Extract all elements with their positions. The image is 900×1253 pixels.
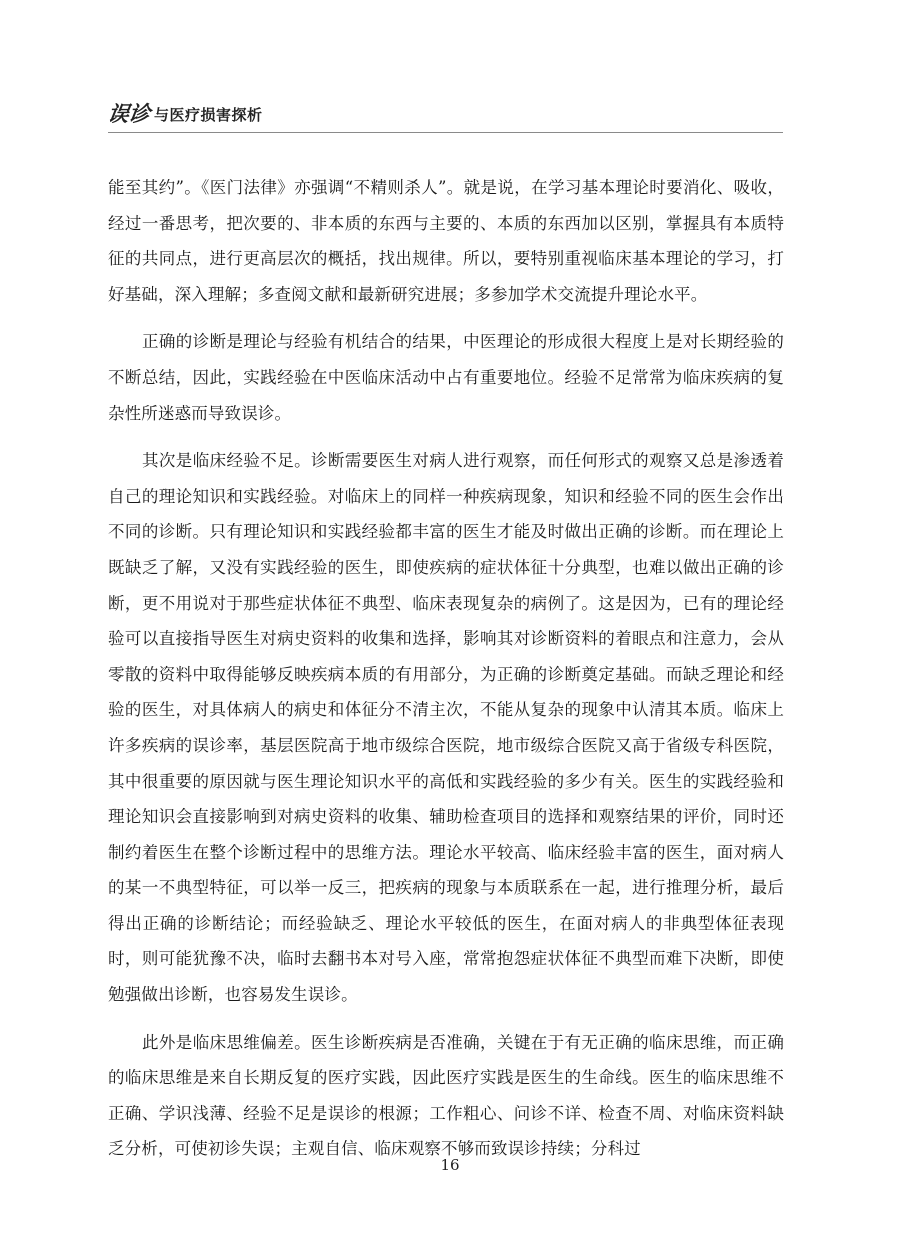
paragraph: 正确的诊断是理论与经验有机结合的结果，中医理论的形成很大程度上是对长期经验的不断总结，因此，实践经验在中医临床活动中占有重要地位。经验不足常常为临床疾病的复杂性所迷惑而导致误诊。 — [108, 332, 784, 423]
page-number: 16 — [440, 1156, 460, 1174]
paragraph: 能至其约”。《医门法律》亦强调“不精则杀人”。就是说，在学习基本理论时要消化、吸收，经过一番思考，把次要的、非本质的东西与主要的、本质的东西加以区别，掌握具有本质特征的共同点，进行更高层次的概括，找出规律。所以，要特别重视临床基本理论的学习，打好基础，深入理解；多查阅文献和最新研究进展；多参加学术交流提升理论水平。 — [108, 178, 784, 304]
paragraph: 其次是临床经验不足。诊断需要医生对病人进行观察，而任何形式的观察又总是渗透着自己的理论知识和实践经验。对临床上的同样一种疾病现象，知识和经验不同的医生会作出不同的诊断。只有理论知识和实践经验都丰富的医生才能及时做出正确的诊断。而在理论上既缺乏了解，又没有实践经验的医生，即使疾病的症状体征十分典型，也难以做出正确的诊断，更不用说对于那些症状体征不典型、临床表现复杂的病例了。这是因为，已有的理论经验可以直接指导医生对病史资料的收集和选择，影响其对诊断资料的着眼点和注意力，会从零散的资料中取得能够反映疾病本质的有用部分，为正确的诊断奠定基础。而缺乏理论和经验的医生，对具体病人的病史和体征分不清主次，不能从复杂的现象中认清其本质。临床上许多疾病的误诊率，基层医院高于地市级综合医院，地市级综合医院又高于省级专科医院，其中很重要的原因就与医生理论知识水平的高低和实践经验的多少有关。医生的实践经验和理论知识会直接影响到对病史资料的收集、辅助检查项目的选择和观察结果的评价，同时还制约着医生在整个诊断过程中的思维方法。理论水平较高、临床经验丰富的医生，面对病人的某一不典型特征，可以举一反三，把疾病的现象与本质联系在一起，进行推理分析，最后得出正确的诊断结论；而经验缺乏、理论水平较低的医生，在面对病人的非典型体征表现时，则可能犹豫不决，临时去翻书本对号入座，常常抱怨症状体征不典型而难下决断，即使勉强做出诊断，也容易发生误诊。 — [108, 451, 784, 1005]
body-text — [108, 170, 784, 1167]
book-title: 与医疗损害探析 — [154, 106, 263, 124]
book-logo: 误诊 — [106, 101, 152, 126]
paragraph: 此外是临床思维偏差。医生诊断疾病是否准确，关键在于有无正确的临床思维，而正确的临床思维是来自长期反复的医疗实践，因此医疗实践是医生的生命线。医生的临床思维不正确、学识浅薄、经验不足是误诊的根源；工作粗心、问诊不详、检查不周、对临床资料缺乏分析，可使初诊失误；主观自信、临床观察不够而致误诊持续；分科过 — [108, 1032, 784, 1159]
page-header — [108, 96, 783, 133]
